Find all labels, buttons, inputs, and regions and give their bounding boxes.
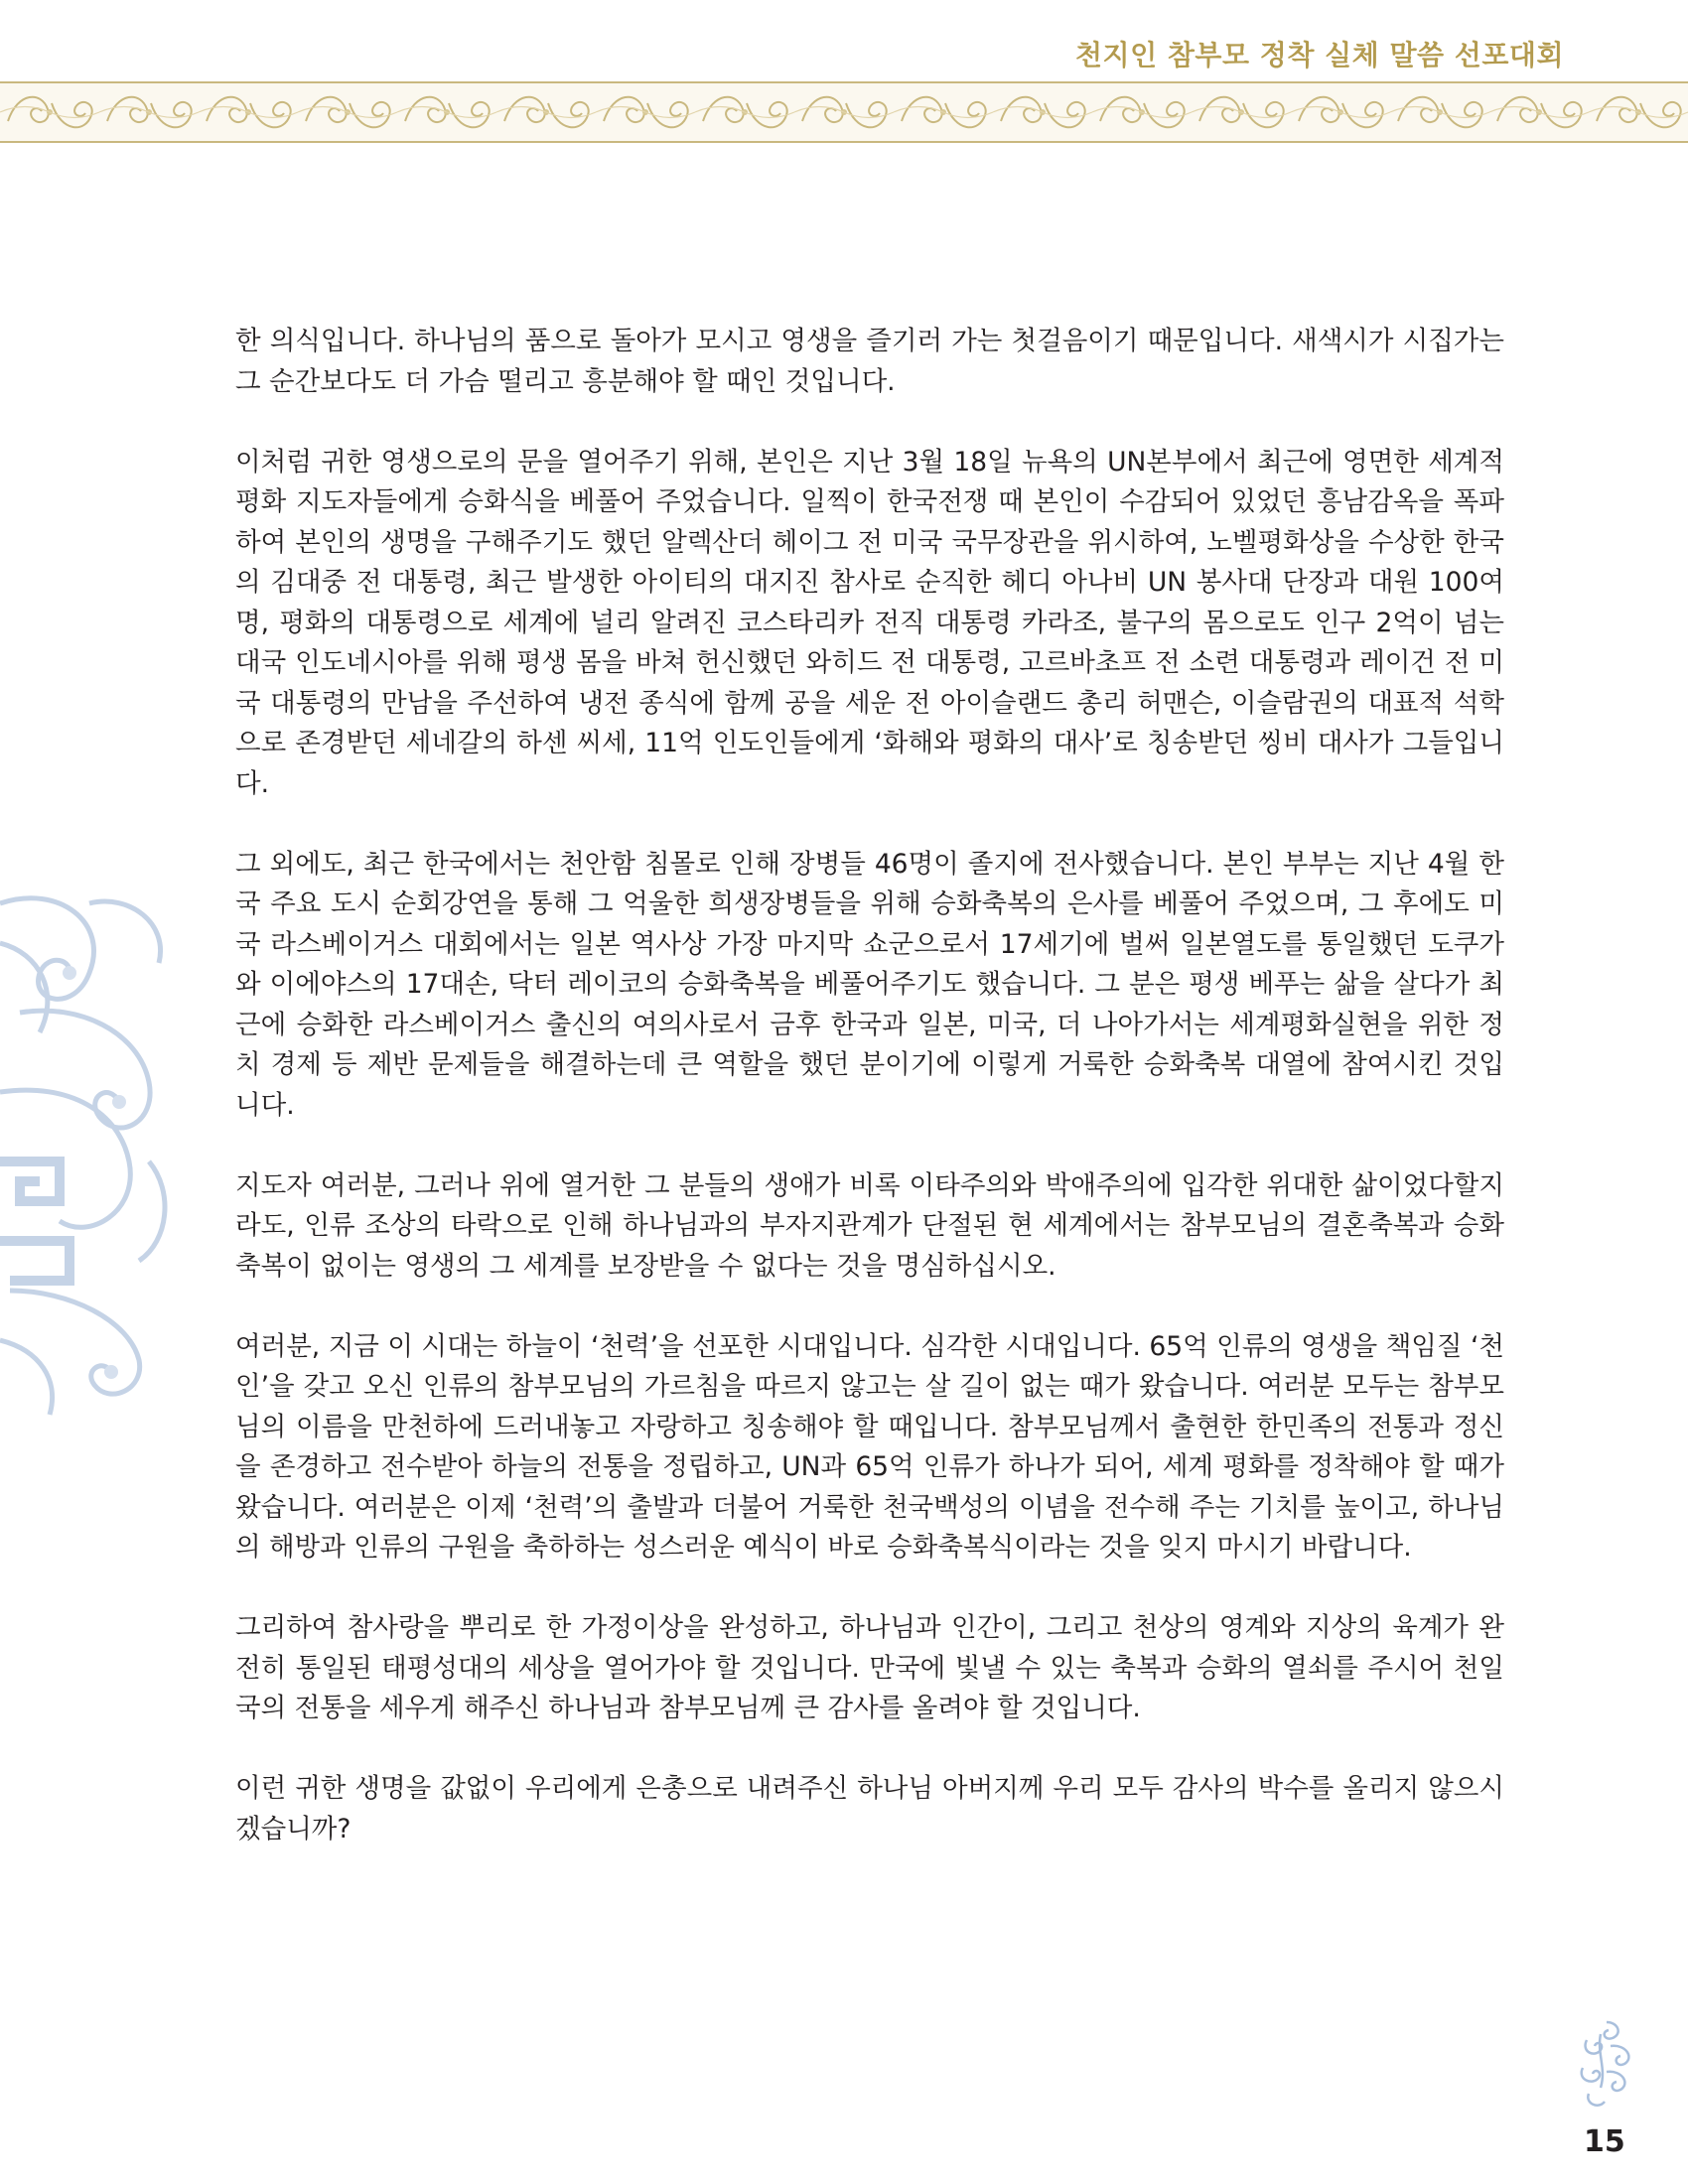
page-number: 15 bbox=[1584, 2124, 1625, 2159]
blue-floral-longevity-ornament-icon bbox=[0, 864, 189, 1420]
paragraph-7: 이런 귀한 생명을 값없이 우리에게 은총으로 내려주신 하나님 아버지께 우리 모두 감사의 박수를 올리지 않으시겠습니까? bbox=[235, 1773, 1504, 1844]
paragraph-2: 이처럼 귀한 영생으로의 문을 열어주기 위해, 본인은 지난 3월 18일 뉴욕의 UN본부에서 최근에 영면한 세계적 평화 지도자들에게 승화식을 베풀어 주었습니다. 일찍이 한국전쟁 때 본인이 수감되어 있었던 흥남감옥을 폭파하여 본인의 생명을 구해주기도 했던 알렉산더 헤이그 전 미국 국무장관을 위시하여, 노벨평화상을 수상한 한국의 김대중 전 대통령, 최근 발생한 아이티의 대지진 참사로 순직한 헤디 아나비 UN 봉사대 단장과 대원 100여명, 평화의 대통령으로 세계에 널리 알려진 코스타리카 전직 대통령 카라조, 불구의 몸으로도 인구 2억이 넘는 대국 인도네시아를 위해 평생 몸을 바쳐 헌신했던 와히드 전 대통령, 고르바초프 전 소련 대통령과 레이건 전 미국 대통령의 만남을 주선하여 냉전 종식에 함께 공을 세운 전 아이슬랜드 총리 허맨슨, 이슬람권의 대표적 석학으로 존경받던 세네갈의 하센 씨세, 11억 인도인들에게 ‘화해와 평화의 대사’로 칭송받던 씽비 대사가 그들입니다. bbox=[235, 446, 1504, 799]
paragraph-4: 지도자 여러분, 그러나 위에 열거한 그 분들의 생애가 비록 이타주의와 박애주의에 입각한 위대한 삶이었다할지라도, 인류 조상의 타락으로 인해 하나님과의 부자지관계가 단절된 현 세계에서는 참부모님의 결혼축복과 승화축복이 없이는 영생의 그 세계를 보장받을 수 없다는 것을 명심하십시오. bbox=[235, 1169, 1504, 1282]
gold-scroll-ornament-icon bbox=[0, 81, 1688, 143]
paragraph-6: 그리하여 참사랑을 뿌리로 한 가정이상을 완성하고, 하나님과 인간이, 그리고 천상의 영계와 지상의 육계가 완전히 통일된 태평성대의 세상을 열어가야 할 것입니다. 만국에 빛낼 수 있는 축복과 승화의 열쇠를 주시어 천일국의 전통을 세우게 해주신 하나님과 참부모님께 큰 감사를 올려야 할 것입니다. bbox=[235, 1612, 1504, 1723]
paragraph-3: 그 외에도, 최근 한국에서는 천안함 침몰로 인해 장병들 46명이 졸지에 전사했습니다. 본인 부부는 지난 4월 한국 주요 도시 순회강연을 통해 그 억울한 희생장병들을 위해 승화축복의 은사를 베풀어 주었으며, 그 후에도 미국 라스베이거스 대회에서는 일본 역사상 가장 마지막 쇼군으로서 17세기에 벌써 일본열도를 통일했던 도쿠가와 이에야스의 17대손, 닥터 레이코의 승화축복을 베풀어주기도 했습니다. 그 분은 평생 베푸는 삶을 살다가 최근에 승화한 라스베이거스 출신의 여의사로서 금후 한국과 일본, 미국, 더 나아가서는 세계평화실현을 위한 정치 경제 등 제반 문제들을 해결하는데 큰 역할을 했던 분이기에 이렇게 거룩한 승화축복 대열에 참여시킨 것입니다. bbox=[235, 848, 1504, 1121]
paragraph-1: 한 의식입니다. 하나님의 품으로 돌아가 모시고 영생을 즐기러 가는 첫걸음이기 때문입니다. 새색시가 시집가는 그 순간보다도 더 가슴 떨리고 흥분해야 할 때인 것입니다. bbox=[235, 326, 1504, 397]
header-title: 천지인 참부모 정착 실체 말씀 선포대회 bbox=[1074, 39, 1564, 71]
paragraph-5: 여러분, 지금 이 시대는 하늘이 ‘천력’을 선포한 시대입니다. 심각한 시대입니다. 65억 인류의 영생을 책임질 ‘천인’을 갖고 오신 인류의 참부모님의 가르침을 따르지 않고는 살 길이 없는 때가 왔습니다. 여러분 모두는 참부모님의 이름을 만천하에 드러내놓고 자랑하고 칭송해야 할 때입니다. 참부모님께서 출현한 한민족의 전통과 정신을 존경하고 전수받아 하늘의 전통을 정립하고, UN과 65억 인류가 하나가 되어, 세계 평화를 정착해야 할 때가 왔습니다. 여러분은 이제 ‘천력’의 출발과 더불어 거룩한 천국백성의 이념을 전수해 주는 기치를 높이고, 하나님의 해방과 인류의 구원을 축하하는 성스러운 예식이 바로 승화축복식이라는 것을 잊지 마시기 바랍니다. bbox=[235, 1330, 1504, 1563]
blue-cloud-ornament-icon bbox=[1577, 2018, 1636, 2110]
body-text bbox=[235, 322, 1504, 1890]
